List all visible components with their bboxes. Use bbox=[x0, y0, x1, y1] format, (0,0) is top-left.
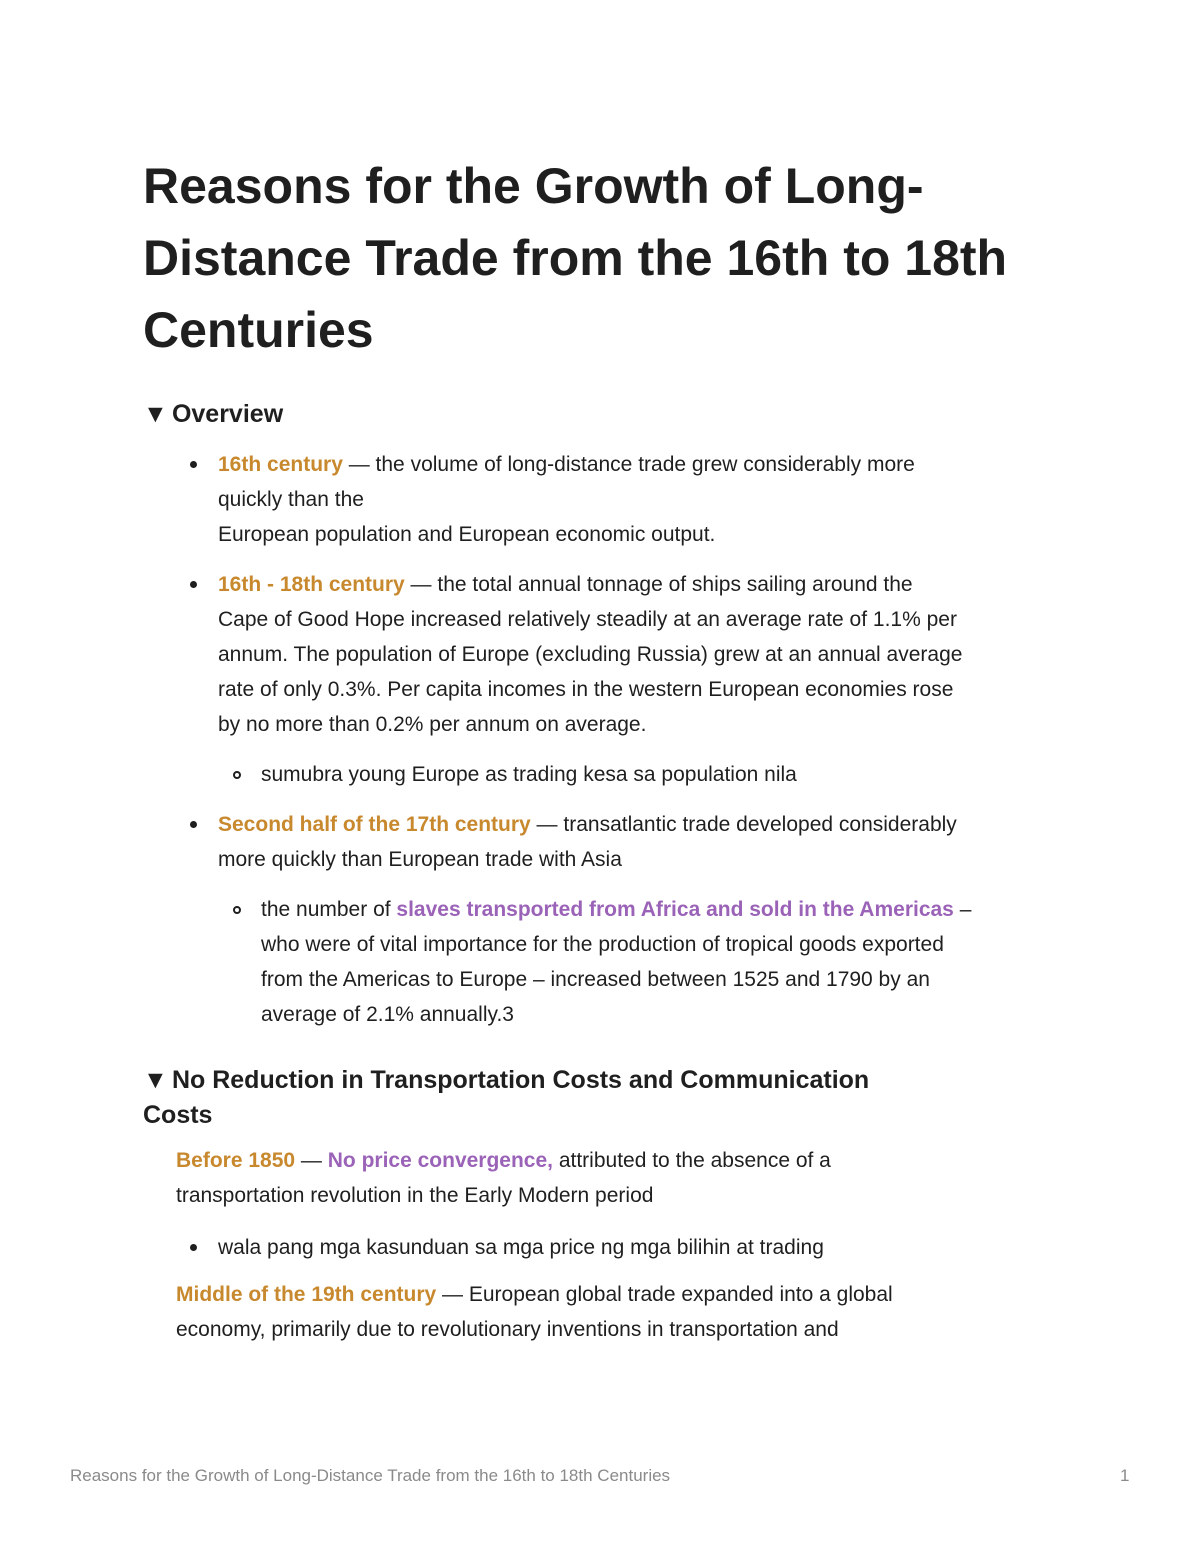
bullet-dot-icon bbox=[190, 1244, 197, 1251]
section-heading: No Reduction in Transportation Costs and Communication bbox=[171, 1066, 870, 1094]
paragraph-lead: Before 1850 bbox=[176, 1149, 296, 1172]
item-text: — the volume of long-distance trade grew considerably more bbox=[342, 453, 915, 476]
paragraph-text: transportation revolution in the Early Modern period bbox=[176, 1184, 654, 1207]
sub-item-text: sumubra young Europe as trading kesa sa population nila bbox=[261, 763, 797, 786]
sub-item-text: – bbox=[953, 898, 972, 921]
page-number: 1 bbox=[1120, 1466, 1130, 1485]
paragraph bbox=[176, 1143, 831, 1178]
bullet-dot-icon bbox=[190, 581, 197, 588]
section-toggle-overview[interactable] bbox=[143, 397, 283, 432]
item-text: quickly than the bbox=[218, 488, 364, 511]
list-item: wala pang mga kasunduan sa mga price ng mga bilihin at trading bbox=[218, 1236, 824, 1259]
item-text: — transatlantic trade developed considerably bbox=[530, 813, 957, 836]
toggle-triangle-icon: ▼ bbox=[143, 1066, 168, 1094]
item-text: annum. The population of Europe (excluding Russia) grew at an annual average bbox=[218, 643, 963, 666]
item-text: European population and European economic output. bbox=[218, 523, 716, 546]
paragraph bbox=[176, 1277, 893, 1312]
toggle-triangle-icon: ▼ bbox=[143, 400, 168, 428]
item-text: more quickly than European trade with Asia bbox=[218, 848, 622, 871]
sub-item-text: the number of bbox=[261, 898, 397, 921]
item-lead: Second half of the 17th century bbox=[218, 813, 531, 836]
sub-item-text: from the Americas to Europe – increased between 1525 and 1790 by an bbox=[261, 968, 930, 991]
sub-item-text: who were of vital importance for the production of tropical goods exported bbox=[261, 933, 944, 956]
paragraph-text: — European global trade expanded into a global bbox=[436, 1283, 893, 1306]
item-text: — the total annual tonnage of ships sailing around the bbox=[404, 573, 913, 596]
section-toggle-transport-costs[interactable] bbox=[143, 1063, 869, 1098]
paragraph-text: attributed to the absence of a bbox=[553, 1149, 831, 1172]
section-heading: Costs bbox=[143, 1101, 213, 1129]
item-text: rate of only 0.3%. Per capita incomes in the western European economies rose bbox=[218, 678, 954, 701]
footer-title: Reasons for the Growth of Long-Distance Trade from the 16th to 18th Centuries bbox=[70, 1466, 671, 1485]
item-lead: 16th - 18th century bbox=[218, 573, 405, 596]
item-text: by no more than 0.2% per annum on average. bbox=[218, 713, 647, 736]
paragraph-text: economy, primarily due to revolutionary inventions in transportation and bbox=[176, 1318, 839, 1341]
item-text: Cape of Good Hope increased relatively steadily at an average rate of 1.1% per bbox=[218, 608, 957, 631]
paragraph-highlight: No price convergence, bbox=[327, 1149, 553, 1172]
bullet-circle-icon bbox=[233, 906, 241, 914]
paragraph-lead: Middle of the 19th century bbox=[176, 1283, 437, 1306]
item-lead: 16th century bbox=[218, 453, 343, 476]
paragraph-text: — bbox=[295, 1149, 328, 1172]
sub-item-highlight: slaves transported from Africa and sold in the Americas bbox=[396, 898, 954, 921]
bullet-dot-icon bbox=[190, 461, 197, 468]
page-title: Reasons for the Growth of Long-Distance Trade from the 16th to 18th Centuries bbox=[143, 158, 1008, 358]
bullet-dot-icon bbox=[190, 821, 197, 828]
section-heading: Overview bbox=[171, 400, 284, 428]
bullet-circle-icon bbox=[233, 771, 241, 779]
sub-item-text: average of 2.1% annually.3 bbox=[261, 1003, 514, 1026]
